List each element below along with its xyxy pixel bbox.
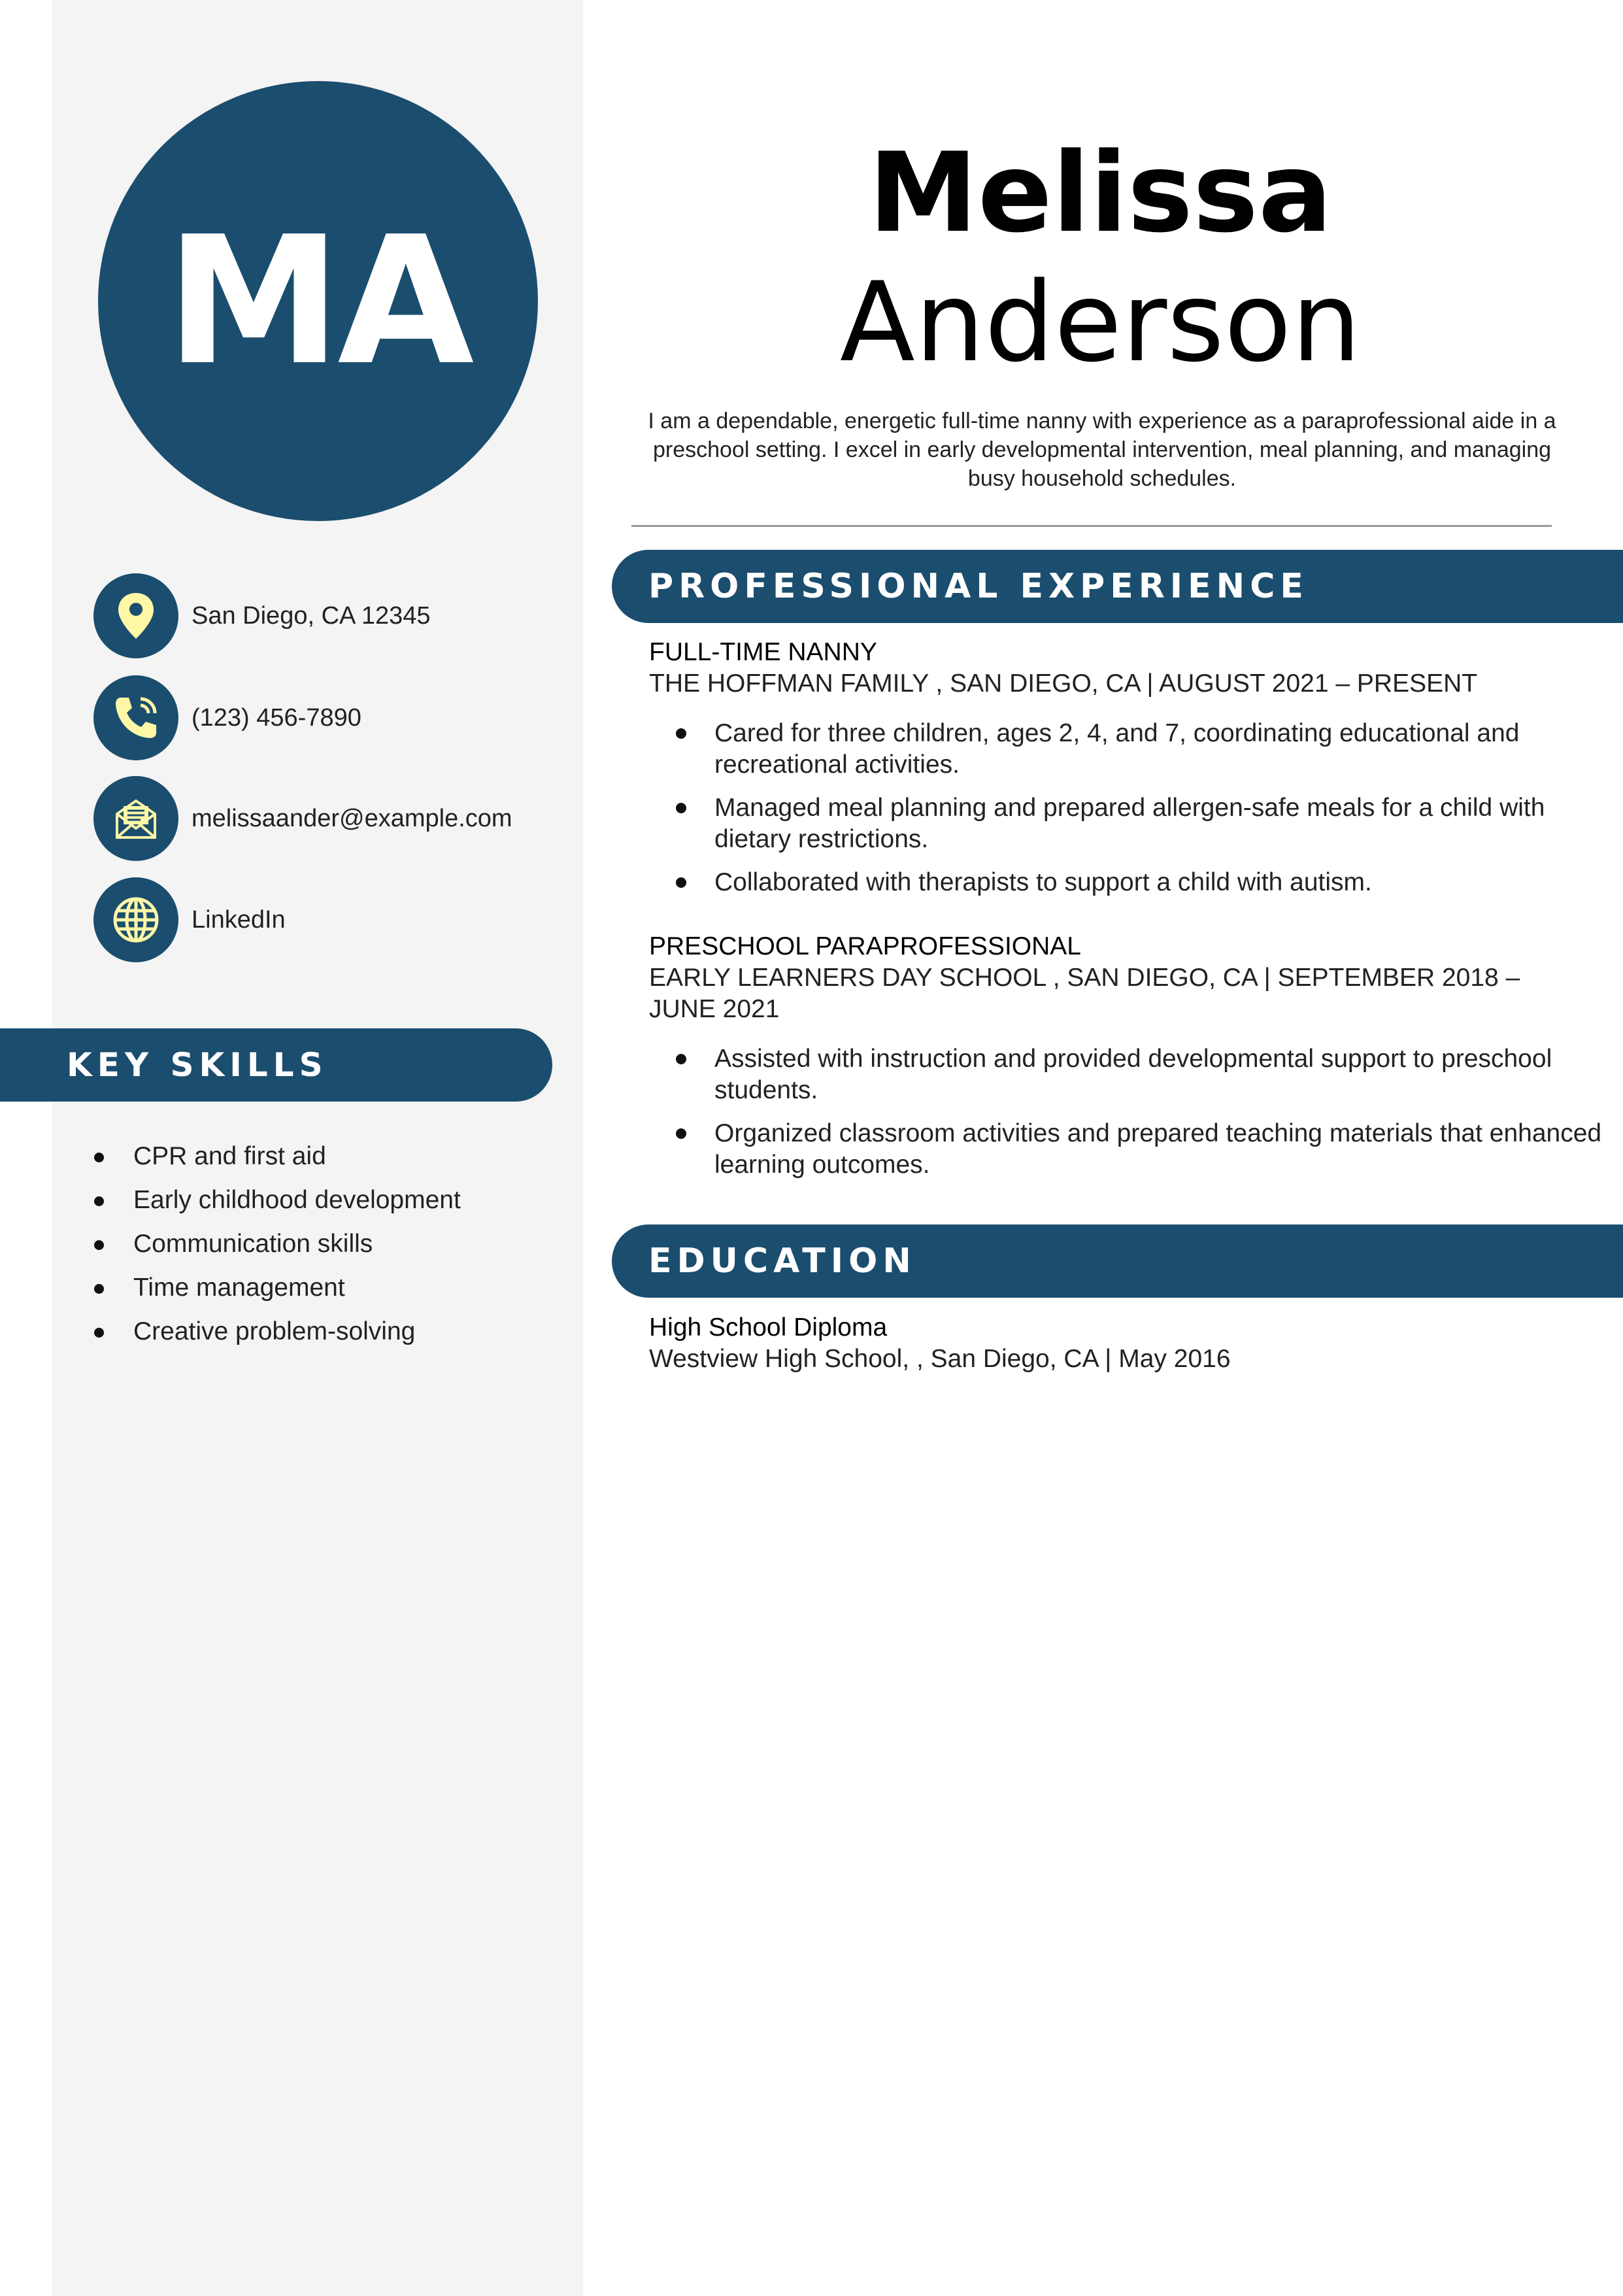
education-heading: EDUCATION	[612, 1224, 1623, 1298]
summary: I am a dependable, energetic full-time nanny with experience as a paraprofessional aide in a preschool setting. I excel in early developmental intervention, meal planning, and managing busy household schedules.	[648, 409, 1556, 491]
job-title: FULL-TIME NANNY	[649, 638, 877, 666]
skills-heading: KEY SKILLS	[0, 1028, 552, 1102]
monogram-avatar: MA	[98, 81, 538, 521]
contact-email-text: melissaander@example.com	[192, 804, 512, 832]
phone-icon	[93, 675, 178, 760]
divider	[631, 525, 1552, 527]
job-employer: EARLY LEARNERS DAY SCHOOL , SAN DIEGO, CA | SEPTEMBER 2018 – JUNE 2021	[649, 964, 1520, 1023]
skills-list	[92, 1134, 461, 1353]
contact-location-text: San Diego, CA 12345	[192, 601, 431, 630]
education-school: Westview High School, , San Diego, CA | May 2016	[649, 1345, 1231, 1373]
skill-item: Communication skills	[92, 1222, 461, 1266]
job-bullet: Assisted with instruction and provided developmental support to preschool students.	[649, 1043, 1610, 1106]
job-bullet: Collaborated with therapists to support a child with autism.	[649, 867, 1610, 898]
education-entry	[649, 1312, 1610, 1375]
contact-linkedin[interactable]	[93, 877, 286, 963]
last-name: Anderson	[839, 258, 1362, 386]
skill-item: Creative problem-solving	[92, 1309, 461, 1353]
contact-phone-text: (123) 456-7890	[192, 703, 361, 732]
job-employer: THE HOFFMAN FAMILY , SAN DIEGO, CA | AUGUST 2021 – PRESENT	[649, 669, 1478, 698]
education-degree: High School Diploma	[649, 1313, 888, 1342]
contact-linkedin-text[interactable]: LinkedIn	[192, 905, 286, 934]
job-bullets	[649, 1043, 1610, 1181]
job-bullets	[649, 718, 1610, 898]
skill-item: Early childhood development	[92, 1178, 461, 1222]
contact-phone	[93, 675, 361, 761]
skill-item: CPR and first aid	[92, 1134, 461, 1178]
mail-icon	[93, 776, 178, 861]
job-bullet: Organized classroom activities and prepared teaching materials that enhanced learning outcomes.	[649, 1118, 1610, 1181]
contact-email	[93, 775, 512, 862]
contact-location	[93, 573, 431, 659]
map-pin-icon	[93, 573, 178, 658]
job-bullet: Cared for three children, ages 2, 4, and 7, coordinating educational and recreational activities.	[649, 718, 1610, 781]
job-title: PRESCHOOL PARAPROFESSIONAL	[649, 932, 1082, 960]
experience-heading: PROFESSIONAL EXPERIENCE	[612, 550, 1623, 623]
job-bullet: Managed meal planning and prepared allergen-safe meals for a child with dietary restrictions.	[649, 792, 1610, 855]
job-entry	[649, 637, 1610, 910]
globe-icon	[93, 877, 178, 962]
job-entry	[649, 931, 1610, 1192]
skill-item: Time management	[92, 1266, 461, 1309]
first-name: Melissa	[868, 129, 1333, 257]
